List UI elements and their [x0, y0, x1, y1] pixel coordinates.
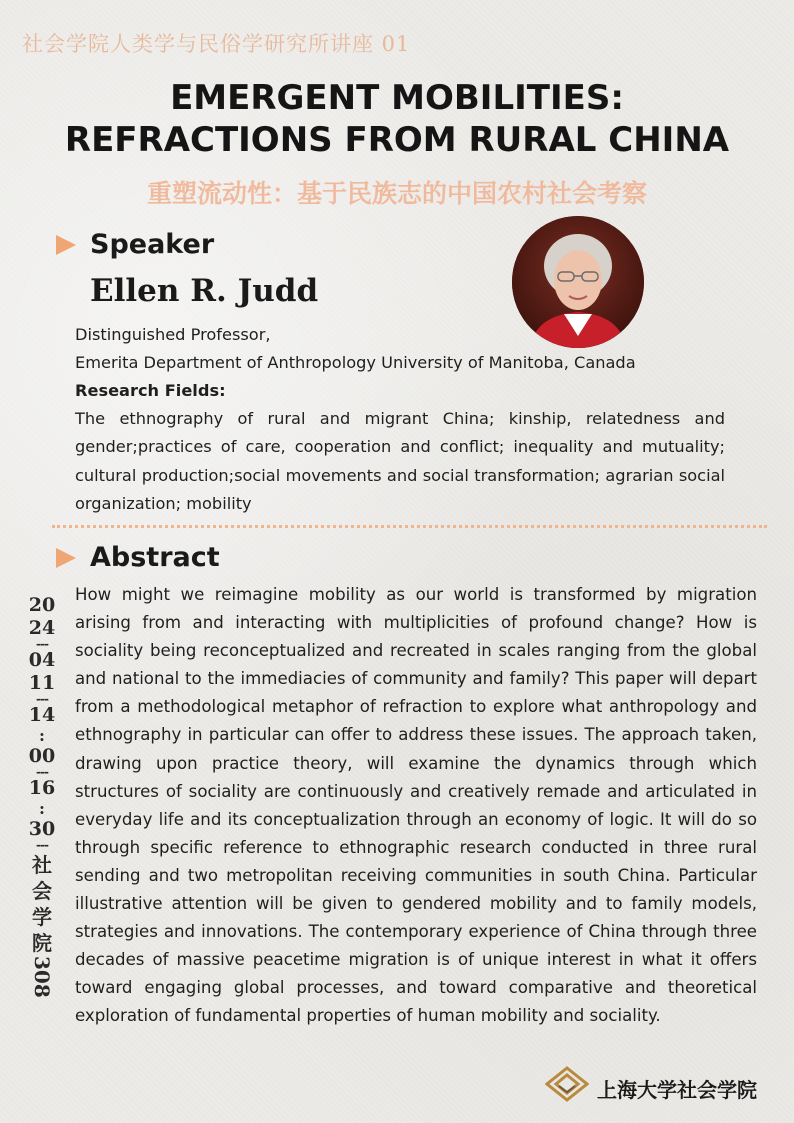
lecture-series-label: 社会学院人类学与民俗学研究所讲座 01 [22, 32, 411, 56]
start-minute: 00 [28, 745, 56, 767]
abstract-text: How might we reimagine mobility as our world is transformed by migration arising from and interacting with multiplicities of profound change? How is sociality being reconceptualized and recreated in scales ranging from the global and national to the immediacies of community and family? This paper will depart from a methodological metaphor of refraction to explore what anthropology and ethnography in particular can offer to address these issues. The approach taken, drawing upon practice theory, will examine the dynamics through which structures of sociality are continuously and creatively remade and articulated in everyday life and its conceptualization through an economy of logic. It will do so through specific reference to ethnographic research conducted in three rural sending and two metropolitan receiving communities in south China. Particular illustrative attention will be given to gendered mobility and to family models, strategies and innovations. The contemporary experience of China through three decades of massive peacetime migration is of unique interest in what it offers toward engaging global processes, and toward comparative and theoretical exploration of fundamental properties of human mobility and sociality. [75, 585, 757, 1026]
diamond-logo-icon [545, 1066, 589, 1102]
speaker-heading: Speaker [90, 229, 215, 260]
venue-char-1: 社 [32, 853, 52, 877]
end-hour: 16 [28, 777, 56, 799]
day: 11 [28, 672, 56, 694]
venue-char-4: 院 [32, 931, 52, 955]
speaker-position: Distinguished Professor, [75, 325, 271, 344]
speaker-affiliation: Emerita Department of Anthropology University of Manitoba, Canada [75, 353, 636, 372]
abstract-heading: Abstract [90, 542, 220, 573]
month: 04 [28, 649, 56, 671]
time-colon: : [39, 726, 45, 745]
separator-dash: --- [36, 765, 48, 779]
separator-dash: --- [36, 637, 48, 651]
lecture-subtitle-chinese: 重塑流动性：基于民族志的中国农村社会考察 [146, 179, 647, 208]
lecture-title-line-2: REFRACTIONS FROM RURAL CHINA [64, 120, 730, 160]
triangle-bullet-icon [56, 235, 76, 255]
schedule-column [22, 594, 62, 998]
speaker-photo [512, 216, 644, 348]
year-part-1: 20 [28, 594, 56, 616]
lecture-title-line-1: EMERGENT MOBILITIES: [170, 78, 624, 118]
triangle-bullet-icon [56, 548, 76, 568]
research-fields-text: The ethnography of rural and migrant China; kinship, relatedness and gender;practices of care, cooperation and conflict; inequality and mutuality; cultural production;social movements and social transformation; agrarian social organization; mobility [75, 409, 725, 514]
start-hour: 14 [28, 704, 56, 726]
year-part-2: 24 [28, 617, 56, 639]
speaker-name: Ellen R. Judd [90, 273, 319, 309]
venue-room: 308 [30, 956, 54, 998]
venue-char-2: 会 [32, 879, 52, 903]
separator-dash: --- [36, 838, 48, 852]
time-colon: : [39, 799, 45, 818]
end-minute: 30 [28, 818, 56, 840]
section-divider [52, 525, 767, 528]
research-fields-heading: Research Fields: [75, 381, 226, 400]
separator-dash: --- [36, 692, 48, 706]
institution-name: 上海大学社会学院 [597, 1078, 757, 1102]
venue-char-3: 学 [32, 905, 52, 929]
